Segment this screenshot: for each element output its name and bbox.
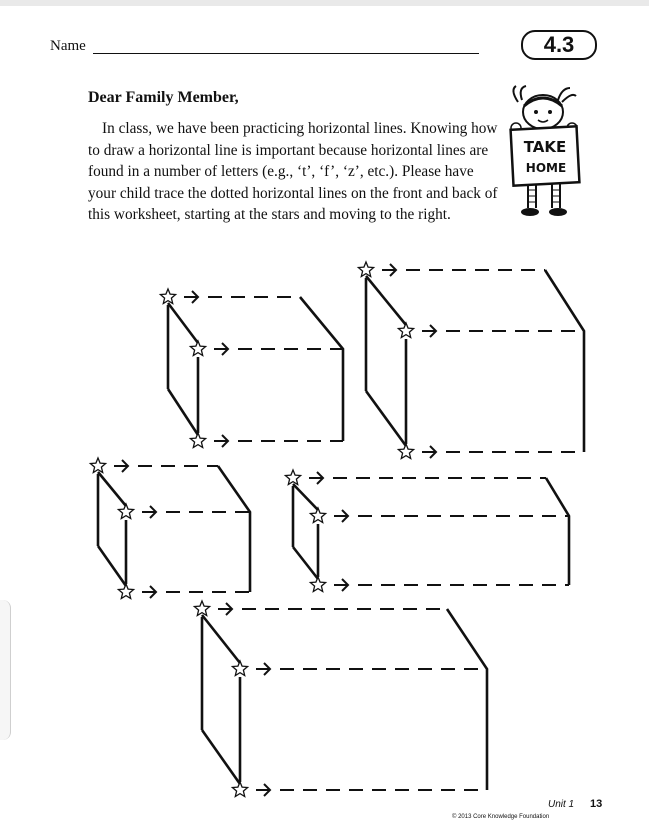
arrow-icon xyxy=(214,343,228,355)
arrow-icon xyxy=(142,586,156,598)
box-top-left-diagonal xyxy=(293,484,318,510)
box-right-edge xyxy=(546,478,569,585)
star-icon xyxy=(118,504,133,519)
mascot-sign-line2: HOME xyxy=(525,161,567,175)
tracing-boxes-area xyxy=(0,240,649,800)
name-field-line xyxy=(93,53,479,54)
star-icon xyxy=(118,584,133,599)
box-top-left-diagonal xyxy=(168,303,198,343)
box-right-edge xyxy=(218,466,250,592)
star-icon xyxy=(398,323,413,338)
arrow-icon xyxy=(256,663,270,675)
arrow-icon xyxy=(214,435,228,447)
arrow-icon xyxy=(334,579,348,591)
box-top-left-diagonal xyxy=(202,615,240,663)
box-right-edge xyxy=(300,297,343,441)
star-icon xyxy=(194,601,209,616)
star-icon xyxy=(190,433,205,448)
box-bottom-left-diagonal xyxy=(366,391,406,446)
letter-greeting: Dear Family Member, xyxy=(88,89,239,106)
arrow-icon xyxy=(422,446,436,458)
box-bottom-left-diagonal xyxy=(293,547,318,579)
arrow-icon xyxy=(142,506,156,518)
name-label: Name xyxy=(50,38,86,54)
arrow-icon xyxy=(382,264,396,276)
box-top-left-diagonal xyxy=(366,276,406,325)
arrow-icon xyxy=(184,291,198,303)
star-icon xyxy=(398,444,413,459)
star-icon xyxy=(232,782,247,797)
mascot-sign-line1: TAKE xyxy=(523,138,567,156)
footer-copyright: © 2013 Core Knowledge Foundation xyxy=(452,814,550,820)
star-icon xyxy=(358,262,373,277)
star-icon xyxy=(190,341,205,356)
star-icon xyxy=(232,661,247,676)
letter-body: In class, we have been practicing horizontal lines. Knowing how to draw a horizontal line is important because horizontal lines are found in a number of letters (e.g., ‘t’, ‘f’, ‘z’, etc.). Please have your child trace the dotted horizontal lines on the front and back of this worksheet, starting at the stars and moving to the right. xyxy=(88,120,498,224)
arrow-icon xyxy=(256,784,270,796)
worksheet-number-badge: 4.3 xyxy=(521,30,597,60)
box-right-edge xyxy=(447,609,487,790)
box-top-left-diagonal xyxy=(98,472,126,506)
star-icon xyxy=(90,458,105,473)
footer-page-number: 13 xyxy=(590,798,603,810)
arrow-icon xyxy=(218,603,232,615)
star-icon xyxy=(285,470,300,485)
arrow-icon xyxy=(114,460,128,472)
arrow-icon xyxy=(422,325,436,337)
take-home-mascot-icon xyxy=(500,84,590,224)
top-border xyxy=(0,0,649,6)
box-bottom-left-diagonal xyxy=(98,546,126,586)
arrow-icon xyxy=(334,510,348,522)
star-icon xyxy=(310,508,325,523)
box-right-edge xyxy=(545,270,584,452)
box-bottom-left-diagonal xyxy=(202,730,240,784)
arrow-icon xyxy=(309,472,323,484)
star-icon xyxy=(160,289,175,304)
box-bottom-left-diagonal xyxy=(168,389,198,435)
footer-unit: Unit 1 xyxy=(548,799,575,810)
star-icon xyxy=(310,577,325,592)
